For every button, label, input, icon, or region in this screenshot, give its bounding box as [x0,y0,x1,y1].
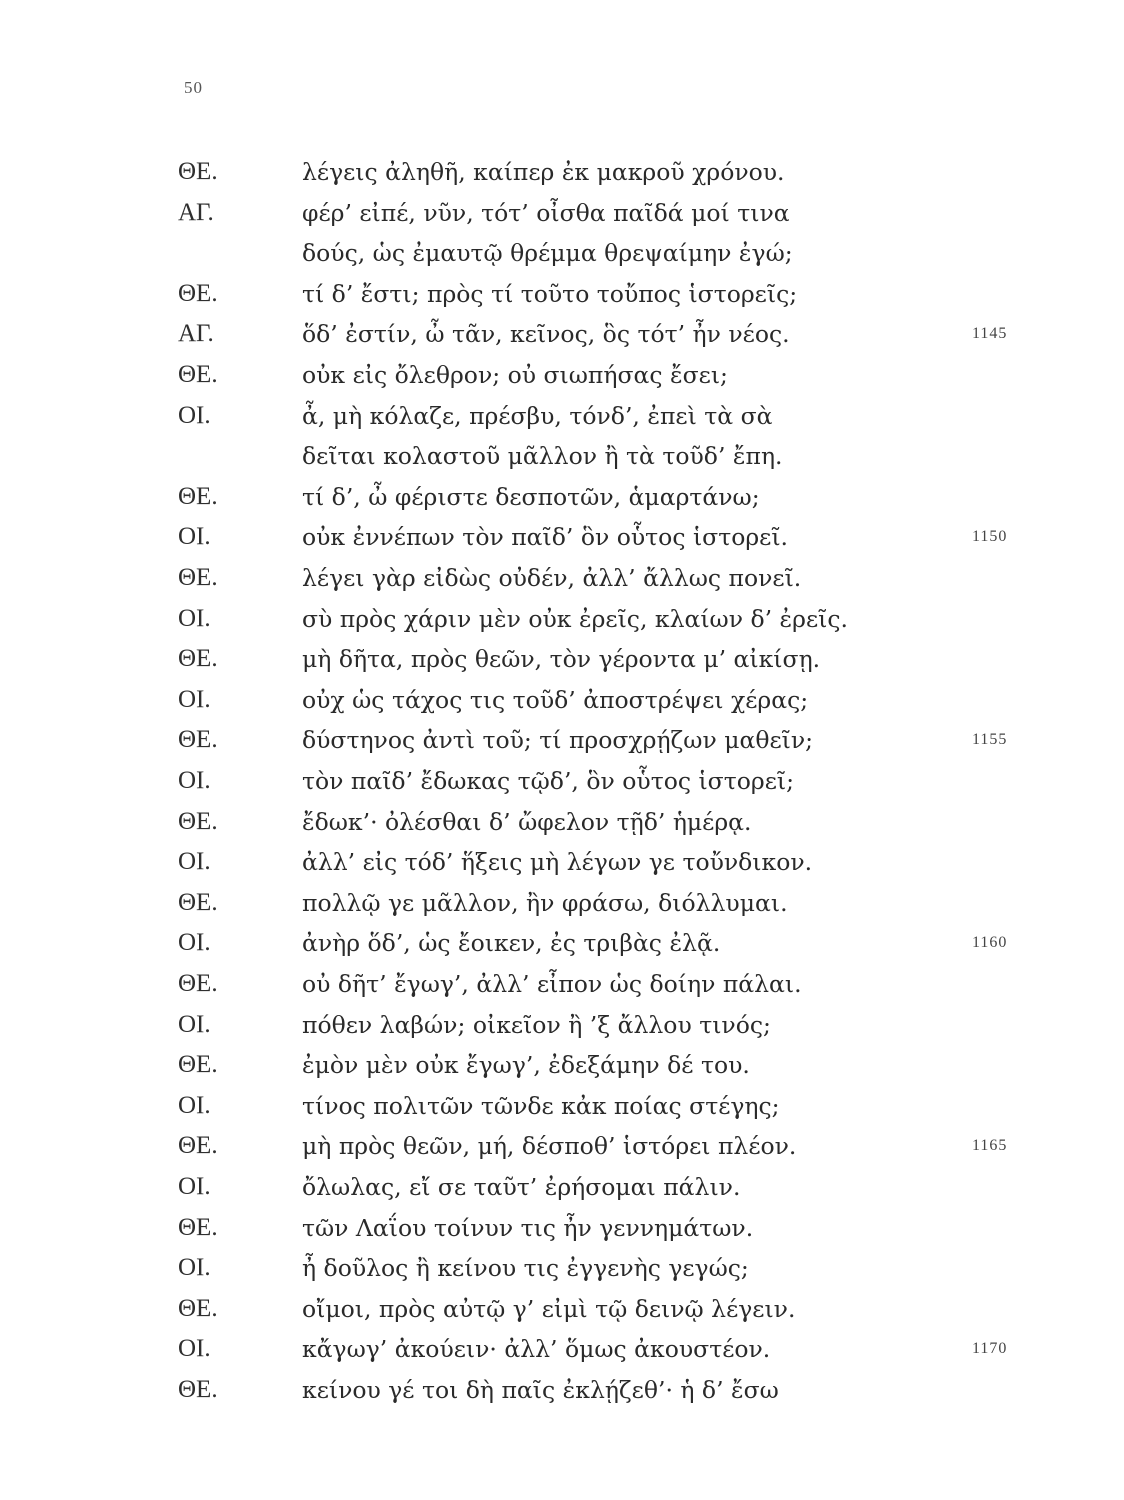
verse-line [0,883,1124,923]
speaker-label: ΘΕ. [178,482,218,510]
verse-text: κείνου γέ τοι δὴ παῖς ἐκλῄζεθ’· ἡ δ’ ἔσω [302,1376,779,1404]
verse-line [0,1208,1124,1248]
verse-line [0,720,1124,760]
verse-text: ὅδ’ ἐστίν, ὦ τᾶν, κεῖνος, ὃς τότ’ ἦν νέος. [302,320,790,349]
verse-text: τῶν Λαΐου τοίνυν τις ἦν γεννημάτων. [302,1213,754,1242]
speaker-label: ΟΙ. [178,767,211,794]
verse-text: τί δ’ ἔστι; πρὸς τί τοῦτο τοὔπος ἱστορεῖς; [302,279,798,308]
speaker-label: ΟΙ. [178,604,211,632]
speaker-label: ΟΙ. [178,401,211,429]
verse-line [0,396,1124,436]
line-number: 1165 [972,1137,1008,1155]
verse-text: σὺ πρὸς χάριν μὲν οὐκ ἐρεῖς, κλαίων δ’ ἐρεῖς. [302,604,848,633]
verse-text: ἔδωκ’· ὀλέσθαι δ’ ὤφελον τῇδ’ ἡμέρᾳ. [302,807,752,836]
verse-line [0,680,1124,720]
speaker-label: ΟΙ. [178,1335,211,1363]
verse-line [0,1005,1124,1045]
line-number: 1160 [972,934,1008,952]
verse-line [0,1045,1124,1085]
verse-line [0,477,1124,517]
verse-line [0,558,1124,598]
verse-line [0,1329,1124,1369]
verse-line [0,1248,1124,1288]
verse-text: δεῖται κολαστοῦ μᾶλλον ἢ τὰ τοῦδ’ ἔπη. [302,442,783,471]
verse-line [0,355,1124,395]
speaker-label: ΑΓ. [178,198,214,226]
verse-line [0,193,1124,233]
speaker-label: ΘΕ. [178,279,218,307]
speaker-label: ΑΓ. [178,320,214,348]
speaker-label: ΟΙ. [178,848,211,876]
verse-line [0,1126,1124,1166]
verse-text: μὴ δῆτα, πρὸς θεῶν, τὸν γέροντα μ’ αἰκίσῃ. [302,645,821,674]
speaker-label: ΘΕ. [178,1376,218,1403]
verse-line [0,274,1124,314]
verse-line [0,923,1124,963]
verse-line [0,599,1124,639]
verse-line [0,517,1124,557]
verse-text: δύστηνος ἀντὶ τοῦ; τί προσχρῄζων μαθεῖν; [302,726,814,755]
verse-text: ἆ, μὴ κόλαζε, πρέσβυ, τόνδ’, ἐπεὶ τὰ σὰ [302,401,773,430]
speaker-label: ΘΕ. [178,1294,218,1322]
verse-line [0,233,1124,273]
verse-text: οὐχ ὡς τάχος τις τοῦδ’ ἀποστρέψει χέρας; [302,685,809,714]
verse-text: λέγεις ἀληθῆ, καίπερ ἐκ μακροῦ χρόνου. [302,158,785,186]
verse-line [0,1289,1124,1329]
speaker-label: ΟΙ. [178,1173,211,1200]
speaker-label: ΘΕ. [178,564,218,591]
speaker-label: ΘΕ. [178,807,218,835]
speaker-label: ΟΙ. [178,929,211,957]
verse-text: μὴ πρὸς θεῶν, μή, δέσποθ’ ἱστόρει πλέον. [302,1132,797,1161]
speaker-label: ΟΙ. [178,1254,211,1282]
verse-text: οἴμοι, πρὸς αὐτῷ γ’ εἰμὶ τῷ δεινῷ λέγειν. [302,1294,796,1323]
speaker-label: ΟΙ. [178,685,211,713]
verse-text: φέρ’ εἰπέ, νῦν, τότ’ οἶσθα παῖδά μοί τινα [302,198,790,227]
verse-line [0,1167,1124,1207]
verse-text: ἦ δοῦλος ἢ κείνου τις ἐγγενὴς γεγώς; [302,1254,749,1283]
verse-text: πολλῷ γε μᾶλλον, ἢν φράσω, διόλλυμαι. [302,888,788,917]
verse-text: ἀνὴρ ὅδ’, ὡς ἔοικεν, ἐς τριβὰς ἐλᾷ. [302,929,721,958]
verse-line [0,436,1124,476]
line-number: 1150 [972,528,1008,546]
verse-text: δούς, ὡς ἐμαυτῷ θρέμμα θρεψαίμην ἐγώ; [302,239,793,268]
verse-text: τὸν παῖδ’ ἔδωκας τῷδ’, ὃν οὗτος ἱστορεῖ; [302,767,794,795]
verse-line [0,802,1124,842]
line-number: 1145 [972,325,1008,343]
line-number: 1170 [972,1340,1008,1358]
verse-text: λέγει γὰρ εἰδὼς οὐδέν, ἀλλ’ ἄλλως πονεῖ. [302,564,802,592]
verse-text: πόθεν λαβών; οἰκεῖον ἢ ’ξ ἄλλου τινός; [302,1010,771,1039]
verse-line [0,964,1124,1004]
speaker-label: ΟΙ. [178,523,211,551]
verse-line [0,761,1124,801]
verse-line [0,314,1124,354]
speaker-label: ΘΕ. [178,1213,218,1241]
verse-text: τίνος πολιτῶν τῶνδε κἀκ ποίας στέγης; [302,1091,780,1120]
speaker-label: ΟΙ. [178,1010,211,1038]
verse-text: τί δ’, ὦ φέριστε δεσποτῶν, ἁμαρτάνω; [302,482,760,511]
speaker-label: ΘΕ. [178,888,218,916]
verse-text: ἀλλ’ εἰς τόδ’ ἥξεις μὴ λέγων γε τοὔνδικον. [302,848,813,877]
verse-text: ὄλωλας, εἴ σε ταῦτ’ ἐρήσομαι πάλιν. [302,1173,741,1201]
verse-line [0,1370,1124,1410]
verse-line [0,1086,1124,1126]
verse-line [0,842,1124,882]
speaker-label: ΘΕ. [178,1051,218,1079]
line-number: 1155 [972,731,1008,749]
page-number: 50 [184,78,203,97]
speaker-label: ΟΙ. [178,1091,211,1119]
verse-text: οὐ δῆτ’ ἔγωγ’, ἀλλ’ εἶπον ὡς δοίην πάλαι. [302,970,802,998]
speaker-label: ΘΕ. [178,158,218,185]
verse-text: κἄγωγ’ ἀκούειν· ἀλλ’ ὅμως ἀκουστέον. [302,1335,771,1364]
verse-text: οὐκ ἐννέπων τὸν παῖδ’ ὃν οὗτος ἱστορεῖ. [302,523,789,552]
speaker-label: ΘΕ. [178,970,218,997]
verse-text: ἐμὸν μὲν οὐκ ἔγωγ’, ἐδεξάμην δέ του. [302,1051,750,1080]
speaker-label: ΘΕ. [178,1132,218,1160]
verse-text: οὐκ εἰς ὄλεθρον; οὐ σιωπήσας ἔσει; [302,361,728,389]
speaker-label: ΘΕ. [178,726,218,754]
speaker-label: ΘΕ. [178,361,218,388]
verse-line [0,639,1124,679]
verse-line [0,152,1124,192]
speaker-label: ΘΕ. [178,645,218,673]
